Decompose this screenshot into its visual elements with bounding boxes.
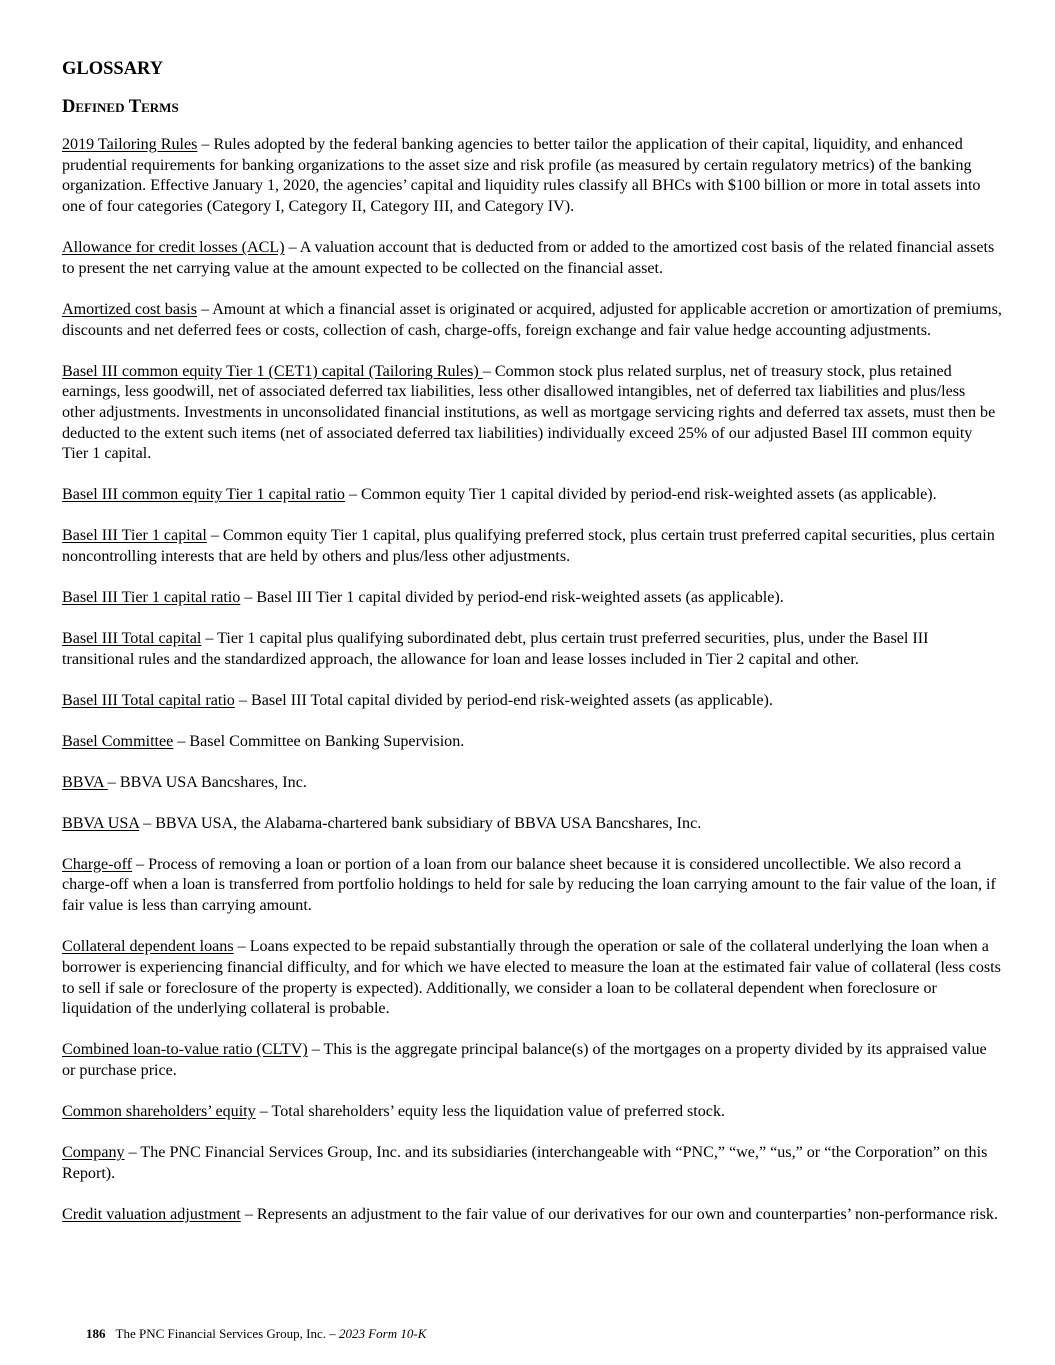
glossary-term: Amortized cost basis	[62, 300, 197, 318]
glossary-definition: – Basel III Tier 1 capital divided by period-end risk-weighted assets (as applicable).	[240, 589, 784, 607]
glossary-term: Company	[62, 1143, 125, 1161]
glossary-definition: – Basel III Total capital divided by period-end risk-weighted assets (as applicable).	[234, 691, 773, 709]
glossary-term: BBVA	[62, 773, 108, 791]
page-number: 186	[86, 1326, 106, 1341]
footer-form: 2023 Form 10-K	[338, 1326, 427, 1341]
glossary-term: Allowance for credit losses (ACL)	[62, 239, 285, 257]
glossary-term: BBVA USA	[62, 814, 140, 832]
glossary-entry-basel-committee	[62, 732, 1002, 753]
glossary-entry-cet1-capital	[62, 362, 1002, 466]
glossary-definition: – BBVA USA, the Alabama-chartered bank subsidiary of BBVA USA Bancshares, Inc.	[139, 814, 702, 832]
glossary-definition: – Tier 1 capital plus qualifying subordinated debt, plus certain trust preferred securities, plus, under the Basel III transitional rules and the standardized approach, the allowance for loan and lease losses included in Tier 2 capital and other.	[62, 630, 929, 668]
glossary-term: Common shareholders’ equity	[62, 1102, 256, 1120]
glossary-term: Basel III common equity Tier 1 capital ratio	[62, 486, 345, 504]
glossary-entry-credit-valuation-adjustment	[62, 1205, 1002, 1226]
glossary-entry-cet1-ratio	[62, 485, 1002, 506]
glossary-entry-total-capital-ratio	[62, 691, 1002, 712]
glossary-term: Credit valuation adjustment	[62, 1205, 241, 1223]
glossary-definition: – Basel Committee on Banking Supervision.	[173, 732, 465, 750]
glossary-definition: – A valuation account that is deducted from or added to the amortized cost basis of the related financial assets to present the net carrying value at the amount expected to be collected on the financial asset.	[62, 239, 995, 277]
glossary-entry-bbva	[62, 773, 1002, 794]
glossary-term: Combined loan-to-value ratio (CLTV)	[62, 1041, 308, 1059]
glossary-entry-company	[62, 1143, 1002, 1184]
glossary-entry-tier1-capital	[62, 526, 1002, 567]
glossary-term: Basel Committee	[62, 732, 174, 750]
glossary-definition: – Amount at which a financial asset is originated or acquired, adjusted for applicable accretion or amortization of premiums, discounts and net deferred fees or costs, collection of cash, charge-offs, foreign exchange and fair value hedge accounting adjustments.	[62, 300, 1002, 339]
glossary-term: Basel III Tier 1 capital	[62, 527, 207, 545]
glossary-definition: – Common equity Tier 1 capital, plus qualifying preferred stock, plus certain trust preferred capital securities, plus certain noncontrolling interests that are held by others and plus/less other adjustments.	[62, 527, 995, 566]
glossary-entry-tier1-ratio	[62, 588, 1002, 609]
glossary-definition: – BBVA USA Bancshares, Inc.	[107, 773, 307, 791]
glossary-definition: – Common equity Tier 1 capital divided by period-end risk-weighted assets (as applicable).	[344, 486, 937, 504]
glossary-definition: – This is the aggregate principal balance(s) of the mortgages on a property divided by its appraised value or purchase price.	[62, 1041, 987, 1079]
glossary-entry-amortized-cost-basis	[62, 300, 1002, 341]
glossary-entry-acl	[62, 238, 1002, 279]
glossary-entry-total-capital	[62, 629, 1002, 670]
section-subtitle: Defined Terms	[62, 97, 179, 117]
glossary-definition: – The PNC Financial Services Group, Inc. and its subsidiaries (interchangeable with “PNC,” “we,” “us,” or “the Corporation” on this Report).	[62, 1143, 988, 1182]
glossary-entry-2019-tailoring-rules	[62, 135, 1002, 218]
glossary-definition: – Process of removing a loan or portion of a loan from our balance sheet because it is considered uncollectible. We also record a charge-off when a loan is transferred from portfolio holdings to held for sale by reducing the loan carrying amount to the fair value of the loan, if fair value is less than carrying amount.	[62, 855, 996, 915]
glossary-term: Basel III Tier 1 capital ratio	[62, 589, 241, 607]
glossary-definition: – Rules adopted by the federal banking agencies to better tailor the application of their capital, liquidity, and enhanced prudential requirements for banking organizations to the asset size and risk profile (as measured by certain regulatory metrics) of the banking organization. Effective January 1, 2020, the agencies’ capital and liquidity rules classify all BHCs with $100 billion or more in total assets into one of four categories (Category I, Category II, Category III, and Category IV).	[62, 136, 981, 216]
glossary-page	[62, 58, 1002, 1246]
glossary-entry-charge-off	[62, 855, 1002, 917]
glossary-definition: – Loans expected to be repaid substantially through the operation or sale of the collateral underlying the loan when a borrower is experiencing financial difficulty, and for which we have elected to measure the loan at the estimated fair value of collateral (less costs to sell if sale or foreclosure of the property is expected). Additionally, we consider a loan to be collateral dependent when foreclosure or liquidation of the underlying collateral is probable.	[62, 938, 1001, 1018]
glossary-term: Basel III Total capital ratio	[62, 691, 235, 709]
glossary-term: Collateral dependent loans	[62, 938, 234, 956]
glossary-term: Basel III Total capital	[62, 630, 202, 648]
page-title: GLOSSARY	[62, 59, 164, 79]
glossary-term: Basel III common equity Tier 1 (CET1) capital (Tailoring Rules)	[62, 362, 483, 380]
glossary-entry-common-shareholders-equity	[62, 1102, 1002, 1123]
glossary-entry-collateral-dependent-loans	[62, 937, 1002, 1020]
glossary-definition: – Total shareholders’ equity less the liquidation value of preferred stock.	[255, 1102, 726, 1120]
page-footer	[86, 1326, 426, 1342]
glossary-definition: – Common stock plus related surplus, net of treasury stock, plus retained earnings, less goodwill, net of associated deferred tax liabilities, less other disallowed intangibles, net of deferred tax liabilities and plus/less other adjustments. Investments in unconsolidated financial institutions, as well as mortgage servicing rights and deferred tax assets, must then be deducted to the extent such items (net of associated deferred tax liabilities) individually exceed 25% of our adjusted Basel III common equity Tier 1 capital.	[62, 362, 996, 463]
footer-company: The PNC Financial Services Group, Inc. –	[115, 1326, 339, 1341]
glossary-term: Charge-off	[62, 855, 133, 873]
glossary-entry-cltv	[62, 1040, 1002, 1081]
glossary-entry-bbva-usa	[62, 814, 1002, 835]
glossary-definition: – Represents an adjustment to the fair value of our derivatives for our own and counterparties’ non-performance risk.	[240, 1205, 998, 1223]
glossary-term: 2019 Tailoring Rules	[62, 136, 198, 153]
